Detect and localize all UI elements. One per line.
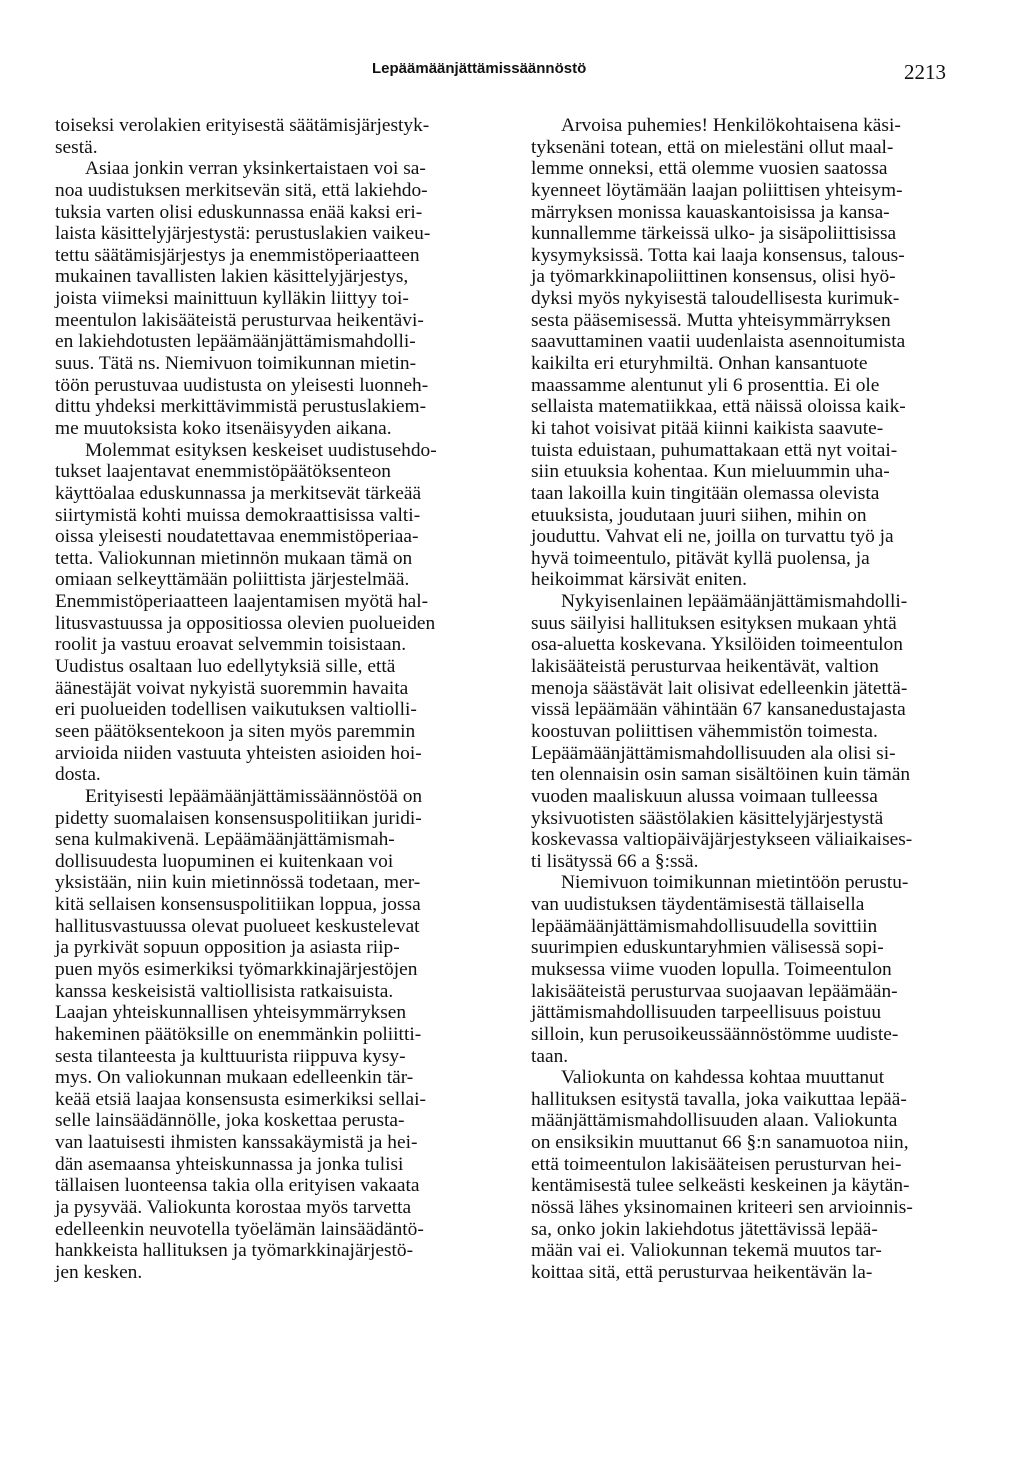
right-column-text-line: lakisääteistä perusturvaa suojaavan lepäämään- — [531, 980, 898, 1002]
left-column-text-line: en lakiehdotusten lepäämäänjättämismahdolli- — [55, 331, 416, 353]
left-column-text-line: ja pyrkivät sopuun opposition ja asiasta riip- — [55, 937, 400, 959]
right-column-text-line: sa, onko jokin lakiehdotus jätettävissä lepää- — [531, 1218, 878, 1240]
left-column-text-line: tällaisen luonteensa takia olla erityisen vakaata — [55, 1175, 420, 1197]
left-column-text-line: Molemmat esityksen keskeiset uudistusehdo- — [85, 439, 437, 461]
right-column-text-line: vissä lepäämään vähintään 67 kansanedustajasta — [531, 699, 906, 721]
left-column-text-line: dän asemaansa yhteiskunnassa ja jonka tulisi — [55, 1153, 404, 1175]
left-column-text-line: hallitusvastuussa olevat puolueet keskustelevat — [55, 915, 420, 937]
right-column-text-line: hallituksen esitystä tavalla, joka vaikuttaa lepää- — [531, 1088, 907, 1110]
left-column-text-line: tetta. Valiokunnan mietinnön mukaan tämä on — [55, 547, 413, 569]
right-column-text-line: määnjättämismahdollisuuden alaan. Valiokunta — [531, 1110, 898, 1132]
right-column-text-line: kentämisestä tulee selkeästi keskeinen ja käytän- — [531, 1175, 910, 1197]
left-column-text-line: dosta. — [55, 764, 101, 786]
right-column-text-line: osa-aluetta koskevana. Yksilöiden toimeentulon — [531, 634, 903, 656]
left-column-text-line: litusvastuussa ja oppositiossa olevien puolueiden — [55, 612, 436, 634]
left-column-text-line: keää etsiä laajaa konsensusta esimerkiksi sellai- — [55, 1088, 426, 1110]
right-column-text-line: ti lisätyssä 66 a §:ssä. — [531, 850, 699, 872]
left-column-text-line: hankkeista hallituksen ja työmarkkinajärjestö- — [55, 1240, 414, 1262]
right-column-text-line: lakisääteistä perusturvaa heikentävät, valtion — [531, 656, 879, 678]
right-column-text-line: tuista eduistaan, puhumattakaan että nyt voitai- — [531, 439, 898, 461]
right-column-text-line: Nykyisenlainen lepäämäänjättämismahdolli- — [561, 591, 908, 613]
right-column-text-line: tyksenäni totean, että on mielestäni ollut maal- — [531, 136, 894, 158]
left-column-text-line: Laajan yhteiskunnallisen yhteisymmärryksen — [55, 1002, 407, 1024]
left-column-text-line: käyttöalaa eduskunnassa ja merkitsevät tärkeää — [55, 482, 422, 504]
right-column-text-line: jouduttu. Vahvat eli ne, joilla on turvattu työ ja — [531, 526, 894, 548]
right-column-text-line: lepäämäänjättämismahdollisuudella sovittiin — [531, 915, 878, 937]
left-column-text-line: Erityisesti lepäämäänjättämissäännöstöä on — [85, 785, 423, 807]
left-column-text-line: pidetty suomalaisen konsensuspolitiikan juridi- — [55, 807, 422, 829]
left-column-text-line: joista viimeksi mainittuun kylläkin liittyy toi- — [55, 288, 409, 310]
right-column-text-line: sesta pääsemisessä. Mutta yhteisymmärryksen — [531, 309, 891, 331]
right-column-text-line: Niemivuon toimikunnan mietintöön perustu- — [561, 872, 909, 894]
left-column-text-line: edelleenkin neuvotella työelämän lainsäädäntö- — [55, 1218, 424, 1240]
right-column-text-line: kyenneet löytämään laajan poliittisen yhteisym- — [531, 179, 903, 201]
right-column-text-line: Arvoisa puhemies! Henkilökohtaisena käsi- — [561, 115, 901, 136]
right-column-text-line: vuoden maaliskuun alussa voimaan tulleessa — [531, 785, 878, 807]
right-column-text-line: koittaa sitä, että perusturvaa heikentävän la- — [531, 1261, 873, 1283]
left-column-text-line: Uudistus osaltaan luo edellytyksiä sille, että — [55, 656, 396, 678]
left-column-text-line: oissa yleisesti noudatettavaa enemmistöperiaa- — [55, 526, 419, 548]
right-column-text-line: että toimeentulon lakisääteisen perusturvan hei- — [531, 1153, 902, 1175]
right-column-text-line: kysymyksissä. Totta kai laaja konsensus, talous- — [531, 244, 905, 266]
left-column-text-line: tuksia varten olisi eduskunnassa enää kaksi eri- — [55, 201, 423, 223]
right-text-column — [531, 115, 971, 1284]
right-column-text-line: dyksi myös nykyisestä taloudellisesta kurimuk- — [531, 288, 900, 310]
right-column-text-line: heikoimmat kärsivät eniten. — [531, 569, 747, 591]
right-column-text-line: on ensiksikin muuttanut 66 §:n sanamuotoa niin, — [531, 1132, 909, 1154]
left-column-text-line: toiseksi verolakien erityisestä säätämisjärjestyk- — [55, 115, 430, 136]
left-column-text-line: Asiaa jonkin verran yksinkertaistaen voi sa- — [85, 158, 426, 180]
left-column-text-line: arvioida niiden vastuuta yhteisten asioiden hoi- — [55, 742, 422, 764]
right-column-text-line: maassamme alentunut yli 6 prosenttia. Ei ole — [531, 374, 880, 396]
right-column-text-line: van uudistuksen täydentämisestä tällaisella — [531, 894, 865, 916]
left-text-column — [55, 115, 495, 1284]
right-column-text-line: koostuvan poliittisen vähemmistön toimesta. — [531, 720, 878, 742]
left-column-text-line: tukset laajentavat enemmistöpäätöksenteon — [55, 461, 391, 483]
right-column-text-line: ki tahot voisivat pitää kiinni kaikista saavute- — [531, 417, 884, 439]
left-column-text-line: selle lainsäädännölle, joka koskettaa perusta- — [55, 1110, 405, 1132]
left-column-text-line: siirtymistä kohti muissa demokraattisissa valti- — [55, 504, 421, 526]
document-title: Lepäämäänjättämissäännöstö — [372, 60, 587, 77]
left-column-text-line: sestä. — [55, 136, 98, 158]
left-column-text-line: dollisuudesta luopuminen ei kuitenkaan voi — [55, 850, 394, 872]
left-column-text-line: jen kesken. — [55, 1261, 143, 1283]
right-column-text-line: yksivuotisten säästölakien käsittelyjärjestystä — [531, 807, 884, 829]
left-column-text-line: ja pysyvää. Valiokunta korostaa myös tarvetta — [55, 1197, 412, 1219]
left-column-text-line: sesta tilanteesta ja kulttuurista riippuva kysy- — [55, 1045, 406, 1067]
left-column-text-line: roolit ja vastuu eroavat selvemmin toisistaan. — [55, 634, 407, 656]
right-column-text-line: hyvä toimeentulo, pitävät kyllä puolensa, ja — [531, 547, 870, 569]
left-column-text-line: sena kulmakivenä. Lepäämäänjättämismah- — [55, 829, 395, 851]
left-column-text-line: puen myös esimerkiksi työmarkkinajärjestöjen — [55, 958, 418, 980]
left-column-text-line: mys. On valiokunnan mukaan edelleenkin tär- — [55, 1067, 414, 1089]
left-column-text-line: tettu säätämisjärjestys ja enemmistöperiaatteen — [55, 244, 420, 266]
right-column-text-line: suurimpien eduskuntaryhmien välisessä sopi- — [531, 937, 884, 959]
right-column-text-line: Lepäämäänjättämismahdollisuuden ala olisi si- — [531, 742, 896, 764]
left-column-text-line: omiaan selkeyttämään poliittista järjestelmää. — [55, 569, 410, 591]
left-column-text-line: yksistään, niin kuin mietinnössä todetaan, mer- — [55, 872, 421, 894]
right-column-text-line: lemme onneksi, että olemme vuosien saatossa — [531, 158, 888, 180]
left-column-text-line: noa uudistuksen merkitsevän sitä, että lakiehdo- — [55, 179, 428, 201]
right-column-text-line: märryksen monissa kauaskantoisissa ja kansa- — [531, 201, 890, 223]
right-column-text-line: kaikilta eri eturyhmiltä. Onhan kansantuote — [531, 353, 868, 375]
right-column-text-line: jättämismahdollisuuden tarpeellisuus poistuu — [531, 1002, 882, 1024]
right-column-text-line: ten olennaisin osin saman sisältöinen kuin tämän — [531, 764, 911, 786]
right-column-text-line: menoja säästävät lait olisivat edelleenkin jätettä- — [531, 677, 908, 699]
right-column-text-line: muksessa viime vuoden lopulla. Toimeentulon — [531, 958, 892, 980]
page-number: 2213 — [904, 60, 946, 84]
right-column-text-line: nössä lähes yksinomainen kriteeri sen arvioinnis- — [531, 1197, 913, 1219]
left-column-text-line: meentulon lakisääteistä perusturvaa heikentävi- — [55, 309, 424, 331]
right-column-text-line: silloin, kun perusoikeussäännöstömme uudiste- — [531, 1023, 899, 1045]
left-column-text-line: kitä sellaisen konsensuspolitiikan loppua, jossa — [55, 894, 421, 916]
left-column-text-line: seen päätöksentekoon ja siten myös paremmin — [55, 720, 416, 742]
left-column-text-line: van laatuisesti ihmisten kanssakäymistä ja hei- — [55, 1132, 418, 1154]
left-column-text-line: Enemmistöperiaatteen laajentamisen myötä hal- — [55, 591, 429, 613]
left-column-text-line: töön perustuvaa uudistusta on yleisesti luonneh- — [55, 374, 429, 396]
left-column-text-line: hakeminen päätöksille on enemmänkin poliitti- — [55, 1023, 422, 1045]
right-column-text-line: mään vai ei. Valiokunnan tekemä muutos tar- — [531, 1240, 882, 1262]
right-column-text-line: taan lakoilla kuin tingitään olemassa olevista — [531, 482, 880, 504]
left-column-text-line: mukainen tavallisten lakien käsittelyjärjestys, — [55, 266, 409, 288]
right-column-text-line: sellaista matematiikkaa, että näissä oloissa kaik- — [531, 396, 906, 418]
right-column-text-line: siin etuuksia kohentaa. Kun mieluummin uha- — [531, 461, 890, 483]
left-column-text-line: eri puolueiden todellisen vaikutuksen valtiolli- — [55, 699, 417, 721]
left-column-text-line: laista käsittelyjärjestystä: perustuslakien vaikeu- — [55, 223, 431, 245]
right-column-text-line: saavuttaminen vaatii uudenlaista asennoitumista — [531, 331, 906, 353]
left-column-text-line: kanssa keskeisistä valtiollisista ratkaisuista. — [55, 980, 394, 1002]
right-column-text-line: etuuksista, joudutaan juuri siihen, mihin on — [531, 504, 867, 526]
right-column-text-line: kunnallemme tärkeissä ulko- ja sisäpoliittisissa — [531, 223, 897, 245]
right-column-text-line: suus säilyisi hallituksen esityksen mukaan yhtä — [531, 612, 897, 634]
left-column-text-line: me muutoksista koko itsenäisyyden aikana. — [55, 417, 392, 439]
right-column-text-line: Valiokunta on kahdessa kohtaa muuttanut — [561, 1067, 885, 1089]
left-column-text-line: dittu yhdeksi merkittävimmistä perustuslakiem- — [55, 396, 427, 418]
right-column-text-line: koskevassa valtiopäiväjärjestykseen väliaikaises- — [531, 829, 913, 851]
left-column-text-line: suus. Tätä ns. Niemivuon toimikunnan mietin- — [55, 353, 417, 375]
left-column-text-line: äänestäjät voivat nykyistä suoremmin havaita — [55, 677, 409, 699]
right-column-text-line: taan. — [531, 1045, 569, 1067]
right-column-text-line: ja työmarkkinapoliittinen konsensus, olisi hyö- — [531, 266, 896, 288]
